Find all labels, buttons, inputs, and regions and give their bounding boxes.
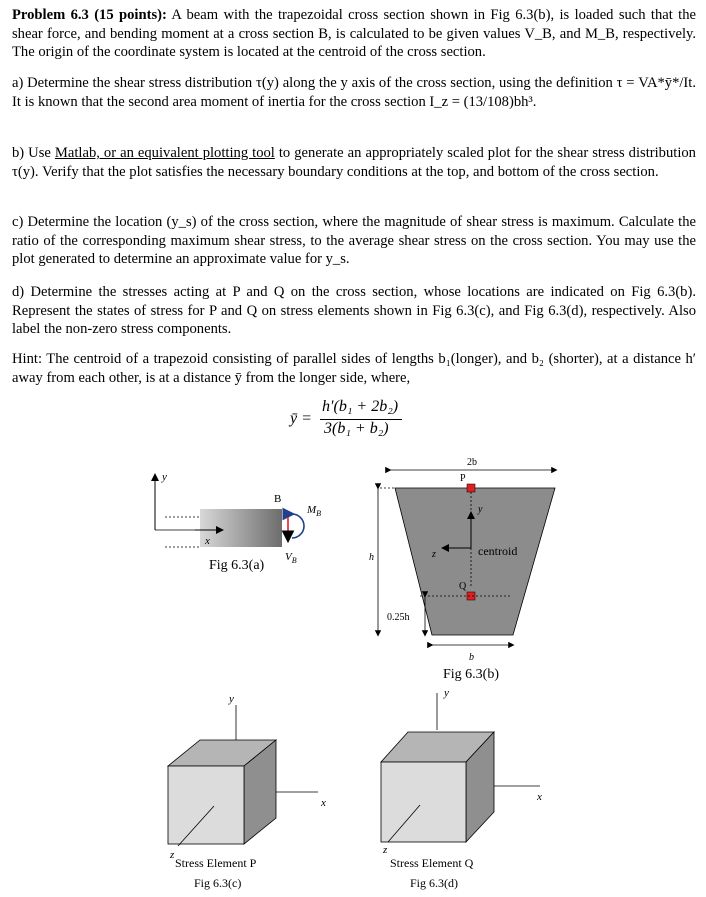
fig-c-caption-1: Stress Element P [175,856,257,870]
moment-arrow [292,514,304,538]
label-h: h [369,552,374,563]
cube-front [168,766,244,844]
fig-a-caption: Fig 6.3(a) [209,558,265,573]
fig-6-3a [155,471,321,573]
problem-heading: Problem 6.3 (15 points): [12,7,167,23]
part-c: c) Determine the location (y_s) of the cross section, where the magnitude of shear stress is maximum. Calculate the ratio of the corresponding maximum shear stress, to the average shear stress on the cross section. You may use the plot generated to determine an approximate value for y_s. [12,214,696,267]
label-y: y [162,471,167,483]
label-Q: Q [459,581,467,592]
label-x: x [205,535,210,547]
label-x-c: x [321,797,326,809]
problem-intro: A beam with the trapezoidal cross section shown in Fig 6.3(b), is loaded such that the shear force, and bending moment at a cross section B, is calculated to be given values V_B, and M_B, respectively. The origin of the coordinate system is located at the centroid of the cross section. [12,7,697,60]
fig-6-3b [369,457,556,682]
label-025h: 0.25h [387,612,410,623]
label-centroid: centroid [478,544,518,558]
formula-numerator: h′(b₁ + 2b₂) [322,398,399,415]
label-y-b: y [478,504,483,515]
cube-front-d [381,762,466,842]
part-b-suffix: to generate an appropriately scaled plot for the shear stress distribution τ(y). Verify that the plot satisfies the necessary boundary conditions at the top, and bottom of the cross section. [12,145,696,180]
label-b: b [469,652,474,663]
fig-6-3d [381,687,542,890]
label-z-c: z [170,849,175,861]
part-d: d) Determine the stresses acting at P and Q on the cross section, whose locations are indicated on Fig 6.3(b). Represent the states of stress for P and Q on stress elements shown in Fig 6.3(c), and Fig 6.3(d), respectively. Also label the non-zero stress components. [12,284,696,337]
trapezoid-section [395,488,555,635]
label-P: P [460,473,466,484]
formula-denominator: 3(b₁ + b₂) [324,420,389,437]
fig-b-caption: Fig 6.3(b) [443,667,499,682]
label-x-d: x [537,791,542,803]
fig-6-3c [168,693,326,890]
label-VB: $V_B$ [285,551,297,565]
label-y-d: y [444,687,449,699]
hint: Hint: The centroid of a trapezoid consisting of parallel sides of lengths b₁(longer), and b₂ (shorter), at a distance h′ away from each other, is at a distance ȳ from the longer side, where, [12,351,696,386]
fig-d-caption-2: Fig 6.3(d) [410,876,458,890]
part-a: a) Determine the shear stress distribution τ(y) along the y axis of the cross section, using the definition τ = VA*ȳ*/It. It is known that the second area moment of inertia for the cross section I_z = (13/108)bh³. [12,75,696,110]
label-B: B [274,493,282,505]
label-2b: 2b [467,457,477,468]
beam-body [200,509,282,547]
part-b-prefix: b) Use [12,145,55,161]
label-y-c: y [229,693,234,705]
label-z-d: z [383,844,388,856]
fig-c-caption-2: Fig 6.3(c) [194,876,242,890]
label-z: z [432,549,436,560]
formula-lhs: ȳ = [290,410,312,427]
fig-d-caption-1: Stress Element Q [390,856,474,870]
label-MB: $M_B$ [307,504,322,518]
part-b-link[interactable]: Matlab, or an equivalent plotting tool [54,145,275,161]
point-P [467,484,475,492]
